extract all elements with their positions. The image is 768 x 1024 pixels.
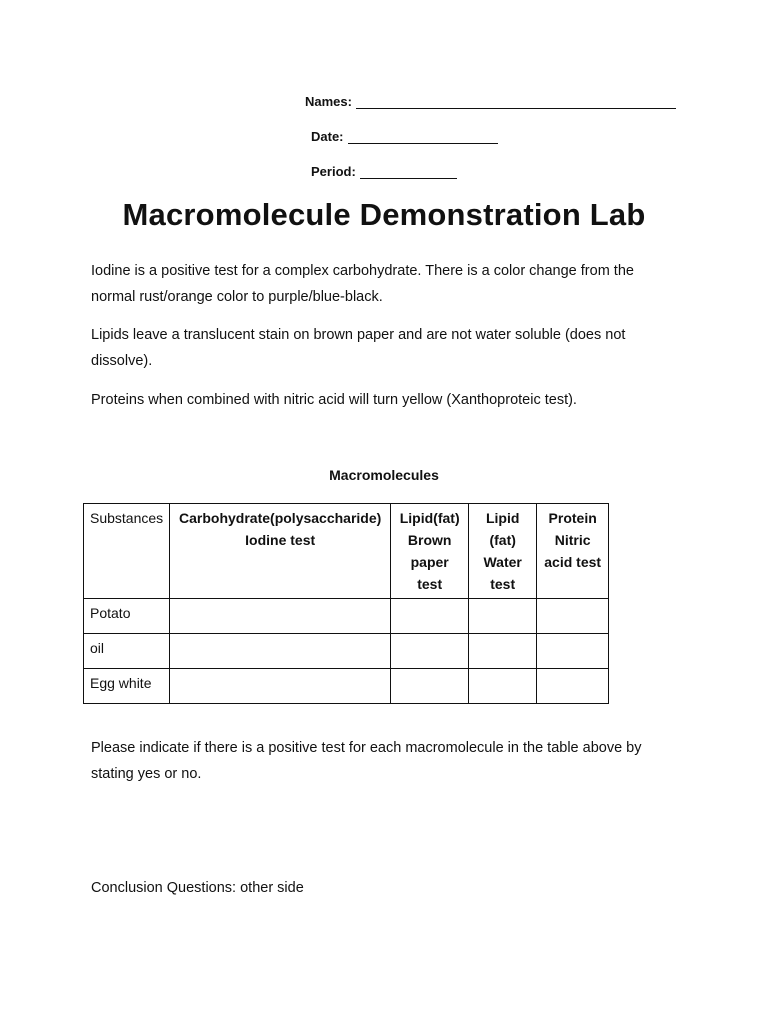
macromolecule-table <box>83 503 609 704</box>
answer-cell[interactable] <box>170 599 391 634</box>
column-header-substances: Substances <box>84 504 170 599</box>
answer-cell[interactable] <box>537 634 609 669</box>
iodine-paragraph: Iodine is a positive test for a complex carbohydrate. There is a color change from the normal rust/orange color to purple/blue-black. <box>91 263 634 305</box>
date-label: Date: <box>311 129 344 144</box>
names-label: Names: <box>305 94 352 109</box>
date-blank-line[interactable] <box>348 131 498 144</box>
answer-cell[interactable] <box>537 599 609 634</box>
answer-cell[interactable] <box>170 634 391 669</box>
names-blank-line[interactable] <box>356 96 676 109</box>
table-row <box>84 599 609 634</box>
table-row <box>84 669 609 704</box>
page-title: Macromolecule Demonstration Lab <box>122 197 646 232</box>
column-header-lipid-water: Lipid (fat) Water test <box>469 504 537 599</box>
lipids-paragraph: Lipids leave a translucent stain on brown paper and are not water soluble (does not dissolve). <box>91 327 626 369</box>
column-header-protein: Protein Nitric acid test <box>537 504 609 599</box>
table-row <box>84 634 609 669</box>
answer-cell[interactable] <box>391 634 469 669</box>
names-field <box>305 94 676 109</box>
table-caption: Macromolecules <box>329 467 439 483</box>
date-field <box>311 129 498 144</box>
column-header-lipid-brown-paper: Lipid(fat) Brown paper test <box>391 504 469 599</box>
row-label-egg-white: Egg white <box>84 669 170 704</box>
answer-cell[interactable] <box>391 599 469 634</box>
row-label-potato: Potato <box>84 599 170 634</box>
answer-cell[interactable] <box>469 634 537 669</box>
period-field <box>311 164 457 179</box>
answer-cell[interactable] <box>391 669 469 704</box>
answer-cell[interactable] <box>469 669 537 704</box>
proteins-paragraph: Proteins when combined with nitric acid will turn yellow (Xanthoproteic test). <box>91 392 577 408</box>
conclusion-note: Conclusion Questions: other side <box>91 880 304 896</box>
period-blank-line[interactable] <box>360 166 457 179</box>
period-label: Period: <box>311 164 356 179</box>
column-header-carbohydrate: Carbohydrate(polysaccharide) Iodine test <box>170 504 391 599</box>
answer-cell[interactable] <box>469 599 537 634</box>
answer-cell[interactable] <box>537 669 609 704</box>
instructions-paragraph: Please indicate if there is a positive test for each macromolecule in the table above by stating yes or no. <box>91 740 642 782</box>
row-label-oil: oil <box>84 634 170 669</box>
table-header-row <box>84 504 609 599</box>
answer-cell[interactable] <box>170 669 391 704</box>
